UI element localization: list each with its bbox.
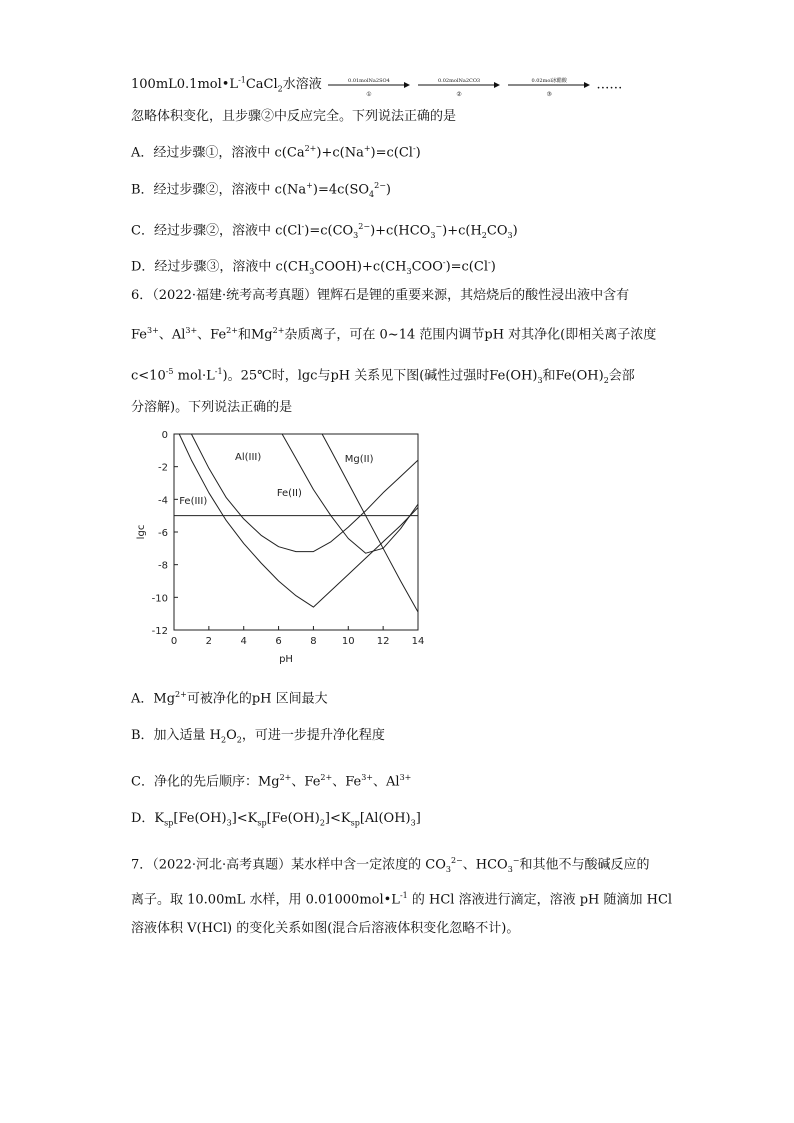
- step-3-arrow: 0.02mol冰醋酸 ③: [508, 81, 590, 89]
- x-tick-label: 14: [411, 636, 425, 647]
- x-tick-label: 4: [240, 636, 247, 647]
- ellipsis: ……: [596, 77, 623, 93]
- series-label: Mg(II): [344, 453, 374, 465]
- q6-stem-line-3: $c<10^{-5}$ $mol\cdot L^{-1}$)。25℃时，lgc与pH 关系见下图(碱性过强时$Fe(OH)_3$和$Fe(OH)_2$会部: [131, 367, 635, 385]
- q6-option-c: C．净化的先后顺序：$Mg^{2+}$、$Fe^{2+}$、$Fe^{3+}$、$Al^{3+}$: [131, 773, 412, 790]
- x-tick-label: 0: [170, 636, 178, 647]
- series-label: Fe(II): [276, 488, 302, 500]
- q6-stem-line-2: $Fe^{3+}$、$Al^{3+}$、$Fe^{2+}$和$Mg^{2+}$杂质离子，可在 0~14 范围内调节pH 对其净化(即相关离子浓度: [131, 326, 657, 343]
- x-tick-label: 2: [205, 636, 213, 647]
- x-tick-label: 6: [275, 636, 282, 647]
- q7-stem-line-1: 7．（2022·河北·高考真题）某水样中含一定浓度的 $CO_3^{2-}$、$HCO_3^-$和其他不与酸碱反应的: [131, 856, 650, 874]
- y-axis-label: lgc: [136, 524, 147, 540]
- x-tick-label: 12: [376, 636, 390, 647]
- q6-stem-line-4: 分溶解)。下列说法正确的是: [131, 400, 293, 415]
- q6-option-b: B．加入适量 $H_2O_2$，可进一步提升净化程度: [131, 728, 385, 745]
- y-tick-label: -2: [158, 462, 168, 474]
- q7-stem-line-3: 溶液体积 V(HCl) 的变化关系如图(混合后溶液体积变化忽略不计)。: [131, 921, 520, 936]
- y-tick-label: 0: [161, 430, 168, 441]
- step-2-arrow: 0.02molNa2CO3 ②: [418, 81, 500, 89]
- solution-label: $100mL0.1mol•L^{-1}CaCl_2$水溶液: [131, 76, 322, 94]
- q5-option-b: B．经过步骤②，溶液中 $c(Na^+)=4c(SO_4^{2-})$: [131, 181, 391, 199]
- x-tick-label: 10: [341, 636, 355, 647]
- plot-frame: [174, 434, 418, 630]
- series-label: Al(III): [235, 452, 262, 464]
- y-tick-label: -6: [158, 528, 168, 539]
- lgc-ph-chart: [130, 424, 430, 670]
- reaction-scheme: [131, 72, 622, 99]
- series-line-feiii: [179, 434, 418, 607]
- q6-option-a: A．$Mg^{2+}$可被净化的pH 区间最大: [131, 690, 328, 707]
- q6-stem-line-1: 6．（2022·福建·统考高考真题）锂辉石是锂的重要来源，其焙烧后的酸性浸出液中含有: [131, 288, 630, 303]
- x-axis-label: pH: [279, 654, 293, 665]
- y-tick-label: -10: [151, 593, 168, 605]
- q7-stem-line-2: 离子。取 10.00mL 水样，用 $0.01000mol•L^{-1}$ 的 HCl 溶液进行滴定，溶液 pH 随滴加 HCl: [131, 891, 673, 908]
- q5-stem: 忽略体积变化，且步骤②中反应完全。下列说法正确的是: [131, 109, 457, 124]
- q5-option-c: C．经过步骤②，溶液中 $c(Cl^-)=c(CO_3^{2-})+c(HCO_3^-)+c(H_2CO_3)$: [131, 222, 518, 240]
- series-line-aliii: [191, 434, 418, 552]
- y-tick-label: -12: [151, 626, 168, 637]
- q5-option-a: A．经过步骤①，溶液中 $c(Ca^{2+})+c(Na^+)=c(Cl^-)$: [131, 144, 421, 161]
- q5-option-d: D．经过步骤③，溶液中 $c(CH_3COOH)+c(CH_3COO^-)=c(Cl^-)$: [131, 258, 496, 276]
- q6-option-d: D．$K_{sp}[Fe(OH)_3]<K_{sp}[Fe(OH)_2]<K_{sp}[Al(OH)_3]$: [131, 811, 421, 828]
- series-label: Fe(III): [179, 496, 208, 508]
- series-line-feii: [282, 434, 418, 553]
- y-tick-label: -8: [158, 560, 168, 572]
- x-tick-label: 8: [310, 636, 317, 647]
- y-tick-label: -4: [158, 495, 168, 507]
- step-1-arrow: 0.01molNa2SO4 ①: [328, 81, 410, 89]
